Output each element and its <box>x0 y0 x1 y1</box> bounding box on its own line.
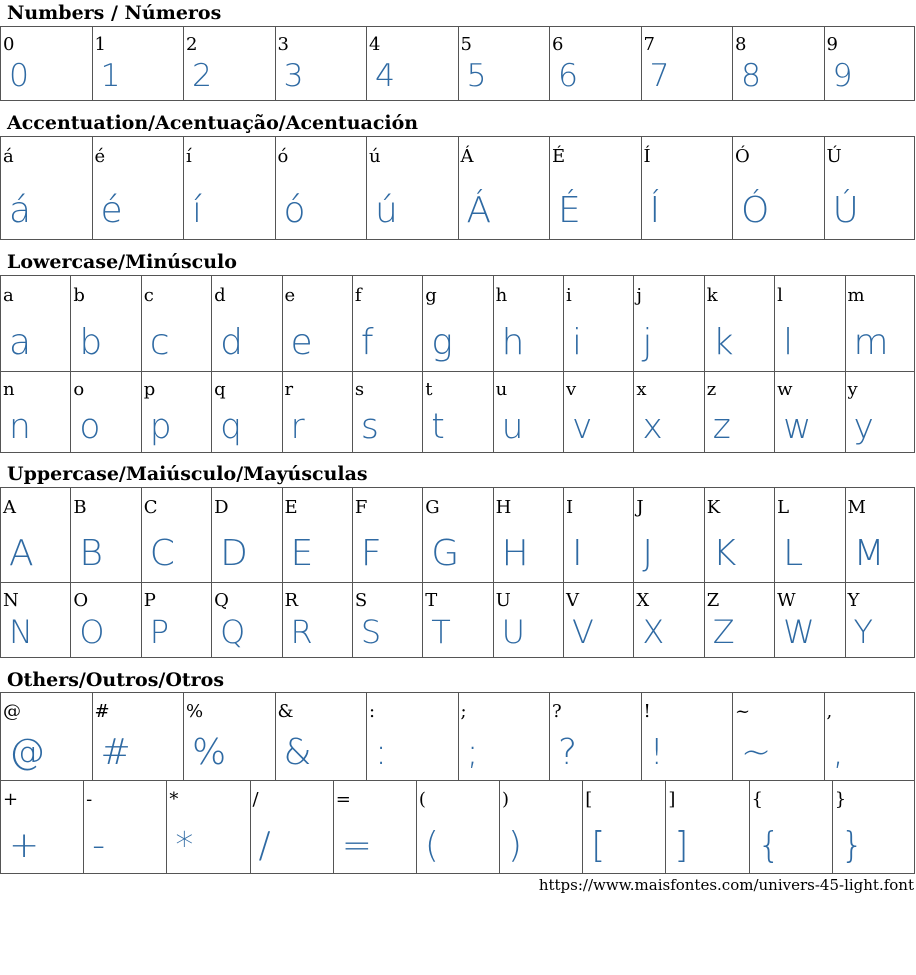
glyph-label: z <box>706 379 717 400</box>
glyph-sample: P <box>149 613 169 652</box>
glyph-cell <box>275 27 367 100</box>
glyph-sample: f <box>360 322 374 363</box>
glyph-sample: m <box>853 322 889 363</box>
glyph-sample: o <box>79 406 101 447</box>
glyph-cell <box>732 137 824 239</box>
glyph-cell <box>499 781 582 873</box>
glyph-label: ; <box>460 701 467 722</box>
glyph-cell <box>774 488 844 582</box>
glyph-row <box>0 136 915 240</box>
glyph-sample: q <box>220 406 242 447</box>
glyph-sample: / <box>258 825 271 866</box>
glyph-cell <box>422 488 492 582</box>
glyph-label: É <box>552 146 566 167</box>
section-title: Lowercase/Minúsculo <box>7 251 237 273</box>
glyph-cell <box>633 276 703 371</box>
glyph-cell <box>824 27 916 100</box>
glyph-label: m <box>847 285 865 306</box>
glyph-cell <box>422 372 492 452</box>
glyph-label: í <box>186 146 192 167</box>
glyph-label: d <box>214 285 226 306</box>
glyph-cell <box>774 372 844 452</box>
glyph-cell <box>366 27 458 100</box>
glyph-label: Y <box>847 590 860 611</box>
glyph-label: R <box>284 590 299 611</box>
glyph-cell <box>141 488 211 582</box>
glyph-label: Í <box>643 146 651 167</box>
glyph-sample: x <box>642 406 663 447</box>
glyph-sample: * <box>175 825 194 866</box>
glyph-cell <box>633 372 703 452</box>
glyph-cell <box>641 137 733 239</box>
glyph-sample: Í <box>649 190 661 231</box>
glyph-sample: J <box>642 533 653 574</box>
glyph-label: w <box>777 379 793 400</box>
glyph-label: x <box>636 379 647 400</box>
glyph-cell <box>352 372 422 452</box>
glyph-cell <box>493 372 563 452</box>
glyph-sample: s <box>360 406 379 447</box>
glyph-label: ú <box>369 146 381 167</box>
glyph-label: J <box>636 497 644 518</box>
glyph-sample: l <box>783 322 794 363</box>
glyph-label: + <box>3 789 19 810</box>
glyph-label: T <box>425 590 438 611</box>
glyph-label: 5 <box>460 34 472 55</box>
glyph-sample: 3 <box>283 57 304 94</box>
glyph-label: , <box>826 701 833 722</box>
glyph-label: / <box>252 789 259 810</box>
glyph-label: { <box>751 789 763 810</box>
glyph-label: v <box>566 379 577 400</box>
glyph-sample: u <box>501 406 524 447</box>
glyph-label: F <box>354 497 368 518</box>
glyph-label: & <box>277 701 294 722</box>
glyph-label: } <box>834 789 847 810</box>
glyph-label: l <box>777 285 783 306</box>
glyph-sample: S <box>360 613 382 652</box>
glyph-cell <box>549 137 641 239</box>
glyph-cell <box>641 693 733 780</box>
glyph-cell <box>493 583 563 657</box>
glyph-sample: ] <box>674 825 689 866</box>
glyph-cell <box>704 488 774 582</box>
glyph-cell <box>0 488 70 582</box>
glyph-cell <box>732 27 824 100</box>
glyph-label: 4 <box>369 34 381 55</box>
glyph-sample: í <box>192 190 203 231</box>
glyph-cell <box>549 693 641 780</box>
glyph-sample: K <box>712 533 737 574</box>
glyph-sample: H <box>501 533 529 574</box>
glyph-label: h <box>495 285 508 306</box>
glyph-sample: p <box>149 406 172 447</box>
glyph-sample: + <box>9 825 40 866</box>
glyph-cell <box>211 488 281 582</box>
glyph-sample: 2 <box>192 57 213 94</box>
glyph-sample: % <box>192 732 227 773</box>
glyph-label: j <box>636 285 642 306</box>
glyph-sample: ó <box>283 190 306 231</box>
glyph-row <box>0 275 915 372</box>
glyph-sample: Ú <box>832 190 859 231</box>
glyph-cell <box>250 781 333 873</box>
glyph-label: 9 <box>826 34 838 55</box>
glyph-cell <box>458 693 550 780</box>
glyph-label: o <box>73 379 85 400</box>
glyph-label: r <box>284 379 294 400</box>
glyph-cell <box>183 137 275 239</box>
glyph-cell <box>633 488 703 582</box>
glyph-cell <box>0 781 83 873</box>
glyph-cell <box>183 693 275 780</box>
glyph-sample: O <box>79 613 105 652</box>
glyph-label: p <box>143 379 156 400</box>
glyph-cell <box>141 583 211 657</box>
glyph-sample: b <box>79 322 103 363</box>
glyph-label: [ <box>585 789 593 810</box>
glyph-sample: Y <box>853 613 873 652</box>
glyph-label: G <box>425 497 440 518</box>
glyph-cell <box>704 583 774 657</box>
glyph-label: 8 <box>735 34 747 55</box>
glyph-sample: T <box>431 613 451 652</box>
glyph-label: % <box>186 701 204 722</box>
glyph-cell <box>70 488 140 582</box>
glyph-sample: ( <box>424 825 439 866</box>
glyph-label: ) <box>502 789 510 810</box>
glyph-label: i <box>566 285 572 306</box>
glyph-row <box>0 582 915 658</box>
glyph-cell <box>704 276 774 371</box>
glyph-cell <box>70 276 140 371</box>
glyph-sample: i <box>572 322 583 363</box>
glyph-cell <box>493 488 563 582</box>
glyph-sample: w <box>783 406 812 447</box>
glyph-sample: W <box>783 613 815 652</box>
glyph-sample: E <box>290 533 314 574</box>
glyph-sample: z <box>712 406 731 447</box>
glyph-sample: d <box>220 322 243 363</box>
glyph-cell <box>0 137 92 239</box>
glyph-label: O <box>73 590 89 611</box>
glyph-row <box>0 26 915 101</box>
glyph-label: N <box>3 590 19 611</box>
section-title: Numbers / Números <box>7 2 222 24</box>
glyph-cell <box>0 276 70 371</box>
glyph-sample: Q <box>220 613 246 652</box>
glyph-cell <box>416 781 499 873</box>
glyph-label: I <box>566 497 574 518</box>
glyph-sample: ! <box>649 732 664 773</box>
glyph-sample: R <box>290 613 313 652</box>
glyph-label: = <box>335 789 351 810</box>
section-title: Uppercase/Maiúsculo/Mayúsculas <box>7 463 368 485</box>
glyph-sample: v <box>572 406 593 447</box>
glyph-label: Z <box>706 590 720 611</box>
glyph-cell <box>845 276 915 371</box>
glyph-sample: 8 <box>741 57 762 94</box>
glyph-cell <box>665 781 748 873</box>
glyph-row <box>0 487 915 583</box>
glyph-cell <box>845 583 915 657</box>
glyph-label: * <box>169 789 179 810</box>
glyph-label: t <box>425 379 433 400</box>
glyph-cell <box>211 372 281 452</box>
glyph-label: 7 <box>643 34 655 55</box>
glyph-label: n <box>3 379 15 400</box>
glyph-label: D <box>214 497 229 518</box>
glyph-cell <box>211 276 281 371</box>
glyph-sample: @ <box>9 732 45 773</box>
glyph-cell <box>641 27 733 100</box>
glyph-cell <box>92 693 184 780</box>
glyph-cell <box>141 372 211 452</box>
glyph-label: 6 <box>552 34 564 55</box>
glyph-cell <box>183 27 275 100</box>
glyph-row <box>0 780 915 874</box>
glyph-cell <box>458 137 550 239</box>
glyph-row <box>0 692 915 781</box>
glyph-sample: h <box>501 322 525 363</box>
glyph-label: ~ <box>735 701 751 722</box>
glyph-cell <box>824 693 916 780</box>
glyph-cell <box>832 781 915 873</box>
glyph-sample: M <box>853 533 885 574</box>
glyph-sample: - <box>92 825 106 866</box>
glyph-label: s <box>354 379 365 400</box>
glyph-sample: U <box>501 613 525 652</box>
glyph-label: X <box>636 590 650 611</box>
glyph-label: k <box>706 285 718 306</box>
glyph-label: ] <box>668 789 676 810</box>
glyph-label: 1 <box>94 34 106 55</box>
glyph-sample: 6 <box>558 57 579 94</box>
source-url: https://www.maisfontes.com/univers-45-light.font <box>538 876 914 894</box>
glyph-sample: 1 <box>100 57 121 94</box>
glyph-sample: F <box>360 533 382 574</box>
glyph-cell <box>563 583 633 657</box>
glyph-sample: n <box>9 406 31 447</box>
glyph-cell <box>549 27 641 100</box>
glyph-label: U <box>495 590 511 611</box>
glyph-label: P <box>143 590 156 611</box>
glyph-sample: B <box>79 533 103 574</box>
glyph-sample: 9 <box>832 57 853 94</box>
glyph-cell <box>0 372 70 452</box>
glyph-label: q <box>214 379 226 400</box>
glyph-sample: j <box>642 322 653 363</box>
glyph-label: W <box>777 590 796 611</box>
glyph-label: A <box>3 497 16 518</box>
glyph-sample: c <box>149 322 170 363</box>
glyph-cell <box>845 488 915 582</box>
glyph-sample: : <box>375 732 388 773</box>
glyph-sample: Ó <box>741 190 770 231</box>
glyph-cell <box>282 488 352 582</box>
glyph-cell <box>845 372 915 452</box>
glyph-cell <box>275 693 367 780</box>
glyph-cell <box>282 372 352 452</box>
glyph-cell <box>83 781 166 873</box>
glyph-sample: } <box>840 825 864 866</box>
glyph-sample: ? <box>558 732 578 773</box>
glyph-label: Ó <box>735 146 750 167</box>
glyph-label: g <box>425 285 437 306</box>
glyph-cell <box>70 583 140 657</box>
glyph-cell <box>774 583 844 657</box>
glyph-cell <box>563 488 633 582</box>
glyph-sample: 5 <box>466 57 487 94</box>
glyph-sample: V <box>572 613 594 652</box>
glyph-cell <box>774 276 844 371</box>
glyph-label: 0 <box>3 34 15 55</box>
glyph-cell <box>166 781 249 873</box>
glyph-cell <box>0 693 92 780</box>
glyph-sample: { <box>757 825 781 866</box>
glyph-row <box>0 371 915 453</box>
glyph-label: Á <box>460 146 474 167</box>
glyph-label: C <box>143 497 158 518</box>
glyph-label: @ <box>3 701 21 722</box>
glyph-label: á <box>3 146 14 167</box>
glyph-cell <box>824 137 916 239</box>
glyph-sample: = <box>341 825 372 866</box>
glyph-sample: D <box>220 533 248 574</box>
section-title: Others/Outros/Otros <box>7 669 225 691</box>
glyph-sample: G <box>431 533 460 574</box>
glyph-label: b <box>73 285 85 306</box>
glyph-cell <box>211 583 281 657</box>
glyph-sample: ~ <box>741 732 772 773</box>
glyph-cell <box>582 781 665 873</box>
glyph-label: : <box>369 701 376 722</box>
glyph-cell <box>422 583 492 657</box>
glyph-cell <box>92 137 184 239</box>
glyph-cell <box>0 583 70 657</box>
glyph-sample: # <box>100 732 131 773</box>
glyph-cell <box>352 276 422 371</box>
glyph-sample: L <box>783 533 804 574</box>
glyph-sample: , <box>832 732 844 773</box>
glyph-label: L <box>777 497 790 518</box>
glyph-label: ? <box>552 701 562 722</box>
glyph-label: u <box>495 379 508 400</box>
glyph-cell <box>704 372 774 452</box>
glyph-cell <box>633 583 703 657</box>
glyph-cell <box>70 372 140 452</box>
glyph-label: M <box>847 497 866 518</box>
glyph-cell <box>92 27 184 100</box>
glyph-sample: e <box>290 322 313 363</box>
glyph-sample: [ <box>591 825 606 866</box>
glyph-label: c <box>143 285 154 306</box>
glyph-sample: r <box>290 406 305 447</box>
glyph-label: a <box>3 285 14 306</box>
glyph-sample: ú <box>375 190 398 231</box>
glyph-label: 3 <box>277 34 289 55</box>
glyph-sample: X <box>642 613 665 652</box>
glyph-label: f <box>354 285 362 306</box>
glyph-label: ó <box>277 146 289 167</box>
glyph-cell <box>732 693 824 780</box>
glyph-cell <box>422 276 492 371</box>
glyph-label: H <box>495 497 512 518</box>
glyph-sample: 7 <box>649 57 670 94</box>
glyph-label: B <box>73 497 87 518</box>
section-title: Accentuation/Acentuação/Acentuación <box>7 112 419 134</box>
glyph-label: V <box>566 590 579 611</box>
glyph-sample: Á <box>466 190 492 231</box>
glyph-label: ! <box>643 701 651 722</box>
glyph-label: Q <box>214 590 229 611</box>
glyph-label: K <box>706 497 721 518</box>
glyph-sample: N <box>9 613 33 652</box>
glyph-sample: k <box>712 322 734 363</box>
glyph-label: S <box>354 590 368 611</box>
glyph-label: Ú <box>826 146 842 167</box>
glyph-sample: É <box>558 190 581 231</box>
glyph-sample: é <box>100 190 123 231</box>
glyph-label: - <box>86 789 93 810</box>
glyph-sample: I <box>572 533 583 574</box>
glyph-sample: á <box>9 190 32 231</box>
glyph-label: E <box>284 497 298 518</box>
glyph-cell <box>275 137 367 239</box>
glyph-cell <box>333 781 416 873</box>
glyph-cell <box>352 488 422 582</box>
glyph-sample: 0 <box>9 57 30 94</box>
glyph-sample: A <box>9 533 34 574</box>
glyph-cell <box>366 693 458 780</box>
glyph-label: 2 <box>186 34 198 55</box>
glyph-sample: t <box>431 406 445 447</box>
glyph-label: é <box>94 146 106 167</box>
glyph-cell <box>366 137 458 239</box>
glyph-sample: & <box>283 732 312 773</box>
glyph-cell <box>749 781 832 873</box>
glyph-sample: 4 <box>375 57 396 94</box>
glyph-label: ( <box>418 789 426 810</box>
glyph-cell <box>282 583 352 657</box>
glyph-cell <box>352 583 422 657</box>
glyph-cell <box>141 276 211 371</box>
glyph-cell <box>493 276 563 371</box>
glyph-cell <box>563 276 633 371</box>
glyph-label: e <box>284 285 296 306</box>
glyph-sample: ) <box>508 825 523 866</box>
glyph-sample: ; <box>466 732 479 773</box>
glyph-sample: a <box>9 322 32 363</box>
glyph-cell <box>458 27 550 100</box>
glyph-sample: y <box>853 406 874 447</box>
glyph-cell <box>0 27 92 100</box>
glyph-cell <box>563 372 633 452</box>
glyph-sample: Z <box>712 613 735 652</box>
glyph-label: y <box>847 379 858 400</box>
glyph-label: # <box>94 701 110 722</box>
glyph-sample: C <box>149 533 175 574</box>
glyph-sample: g <box>431 322 453 363</box>
glyph-cell <box>282 276 352 371</box>
